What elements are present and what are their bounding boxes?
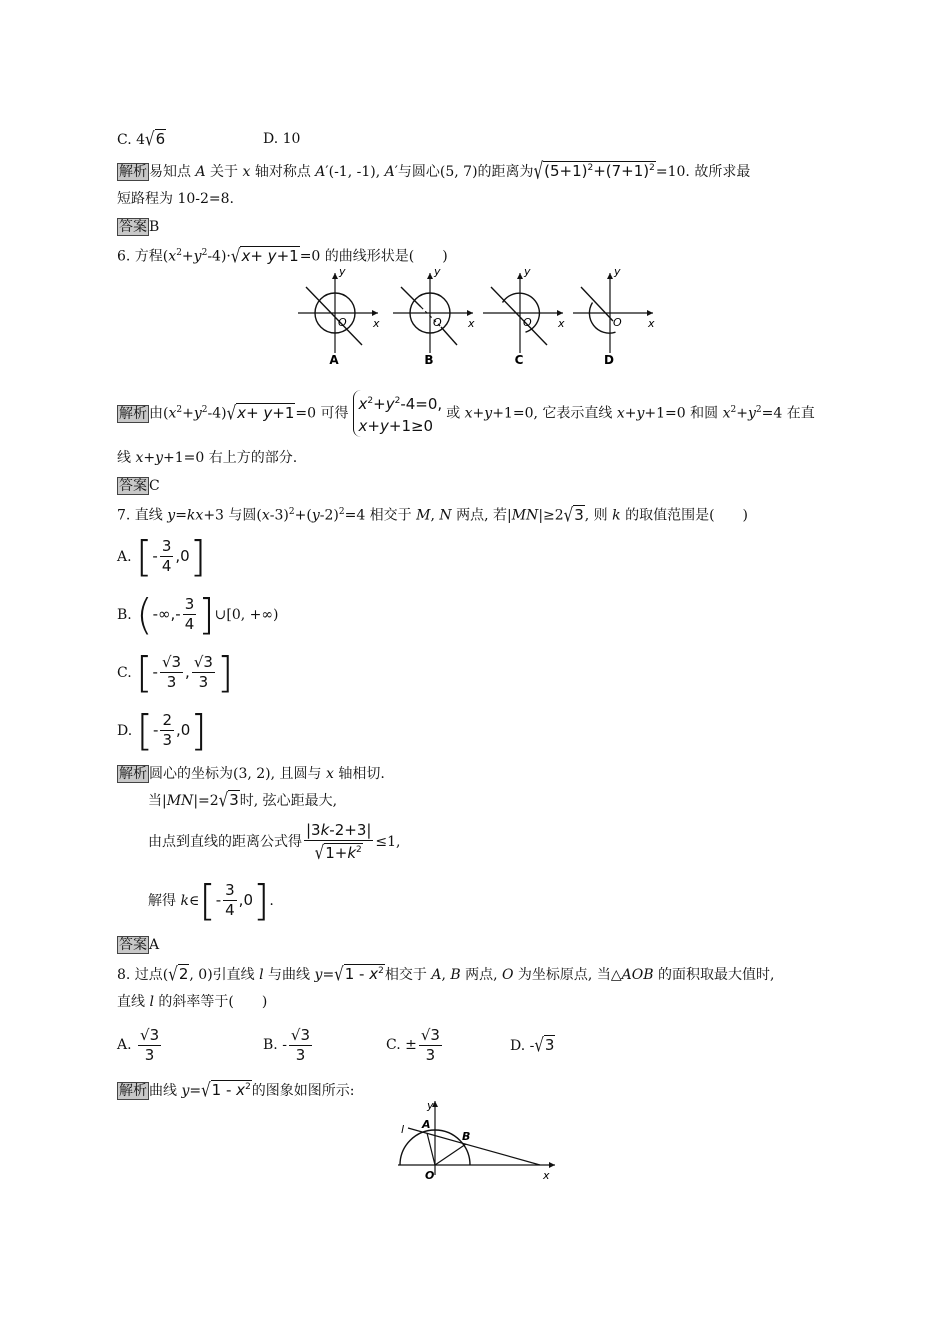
q6-explanation-line-1: 解析 由$(x^2+y^2-4)√x+ y+1=0$ 可得 $x^2+y^2-4=0$, x+y+1≥0 或 x+y+1=0, 它表示直线 x+y+1=0 和圆 $x^2+y^2=4$ 在直 xyxy=(117,388,815,437)
origin-label: O xyxy=(425,1169,435,1182)
svg-text:x: x xyxy=(648,317,655,330)
y-axis-label: y xyxy=(339,265,346,278)
q6-equation-system: $x^2+y^2-4=0$, x+y+1≥0 xyxy=(353,390,443,437)
q8-option-d: D. -√3 xyxy=(510,1033,555,1057)
answer-tag: 答案 xyxy=(119,937,147,953)
graph-d xyxy=(573,265,655,367)
answer-tag: 答案 xyxy=(119,219,147,235)
q7-explanation-line-1: 解析 圆心的坐标为(3, 2), 且圆与 x 轴相切. xyxy=(119,766,385,782)
svg-text:x: x xyxy=(558,317,565,330)
q7-explanation-line-2: 当|MN|=2√3时, 弦心距最大, xyxy=(148,788,338,812)
q6-option-graphs xyxy=(290,265,660,370)
svg-text:O: O xyxy=(523,316,532,329)
analysis-tag: 解析 xyxy=(119,405,147,422)
q5-answer: 答案 B xyxy=(119,219,160,235)
q8-stem-line-2: 直线 l 的斜率等于( ) xyxy=(117,994,268,1010)
q7-explanation-line-3: 由点到直线的距离公式得 $\frac{|3k-2+3|}{√1+k^2}$ ≤1, xyxy=(148,821,401,865)
q5-explanation-line-1: 解析 易知点 A 关于 x 轴对称点 A′(-1, -1), A′与圆心(5, 7)的距离为$√(5+1)^2+(7+1)^2=10$. 故所求最 xyxy=(119,157,751,185)
analysis-tag: 解析 xyxy=(119,164,147,180)
graph-b xyxy=(393,265,475,367)
q8-stem-line-1: 8. 过点(√2, 0)引直线 l 与曲线 $y=√1 - x^2$相交于 A, B 两点, O 为坐标原点, 当△AOB 的面积取最大值时, xyxy=(117,962,775,986)
point-b-label: B xyxy=(462,1130,471,1143)
answer-tag: 答案 xyxy=(119,478,147,494)
graph-a xyxy=(298,265,380,367)
q8-explanation-line-1: 解析 曲线 $y=√1 - x^2$的图象如图所示: xyxy=(119,1078,355,1102)
q5-explanation-line-2: 短路程为 10-2=8. xyxy=(117,191,234,207)
q7-option-c: C. [- $\frac{√3}{3}$ , $\frac{√3}{3}$ ] xyxy=(117,648,234,697)
q8-option-b: B. - $\frac{√3}{3}$ xyxy=(263,1025,311,1064)
svg-text:y: y xyxy=(524,265,531,278)
q6-answer: 答案 C xyxy=(119,478,160,494)
graph-label-b: B xyxy=(424,353,434,367)
origin-label: O xyxy=(338,316,347,329)
point-a-label: A xyxy=(422,1118,431,1131)
graph-label-a: A xyxy=(329,353,339,367)
graph-c xyxy=(483,265,565,367)
analysis-tag: 解析 xyxy=(119,766,147,782)
q8-semicircle-figure xyxy=(390,1095,565,1185)
graph-label-d: D xyxy=(604,353,614,367)
q5-option-c: C. 4√6 xyxy=(117,127,166,151)
q7-stem: 7. 直线 y=kx+3 与圆$(x-3)^2+(y-2)^2=4$ 相交于 M, N 两点, 若|MN|≥2√3, 则 k 的取值范围是( ) xyxy=(117,503,748,526)
q7-option-a: A. [- $\frac{3}{4}$ ,0] xyxy=(117,532,207,581)
line-l-label: l xyxy=(401,1123,405,1136)
svg-text:O: O xyxy=(613,316,622,329)
q8-option-a: A. $\frac{√3}{3}$ xyxy=(117,1025,160,1064)
y-axis-label: y xyxy=(427,1099,434,1112)
q6-explanation-line-2: 线 x+y+1=0 右上方的部分. xyxy=(117,450,298,466)
svg-text:y: y xyxy=(614,265,621,278)
analysis-tag: 解析 xyxy=(119,1083,147,1099)
q7-option-b: B. (-∞,- $\frac{3}{4}$ ]∪[0, +∞) xyxy=(117,590,279,639)
graph-label-c: C xyxy=(514,353,524,367)
q8-option-c: C. ± $\frac{√3}{3}$ xyxy=(386,1025,440,1064)
q7-option-d: D. [- $\frac{2}{3}$ ,0] xyxy=(117,706,207,755)
q7-answer: 答案 A xyxy=(119,937,160,953)
q5-option-d: D. 10 xyxy=(263,131,301,147)
svg-text:y: y xyxy=(434,265,441,278)
q6-stem: 6. 方程$(x^2+y^2-4)\cdot√x+ y+1=0$ 的曲线形状是( ) xyxy=(117,244,448,267)
x-axis-label: x xyxy=(543,1169,550,1182)
q7-explanation-line-4: 解得 k∈[- $\frac{3}{4}$ ,0]. xyxy=(148,876,274,925)
svg-text:O: O xyxy=(433,316,442,329)
x-axis-label: x xyxy=(373,317,380,330)
svg-text:x: x xyxy=(468,317,475,330)
